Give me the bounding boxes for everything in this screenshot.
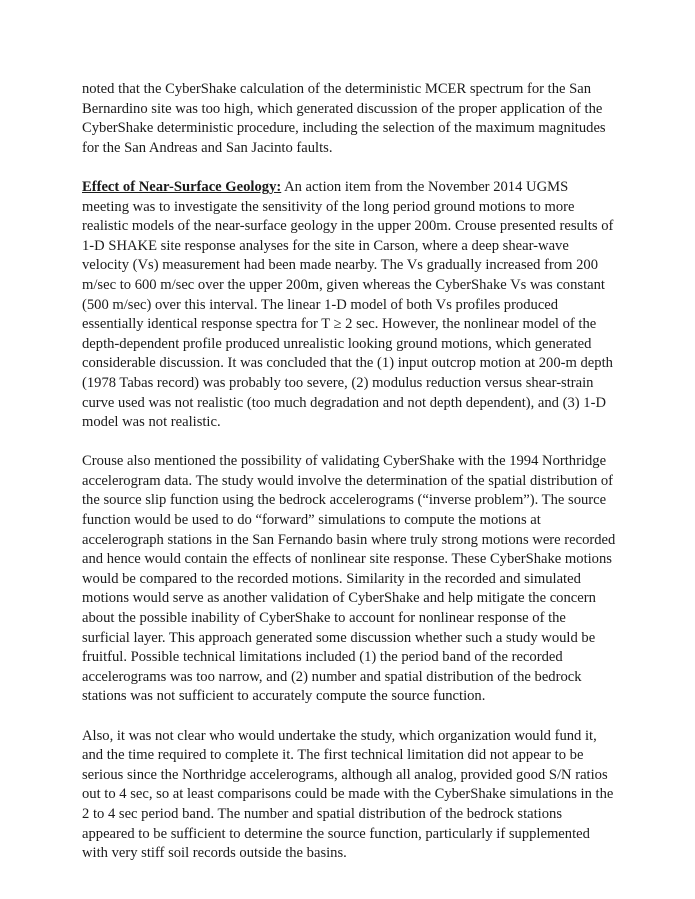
paragraph-text: Crouse also mentioned the possibility of validating CyberShake with the 1994 Northridge accelerogram data. The study would involve the determination of the spatial distribution of the source slip function using the bedrock accelerograms (“inverse problem”). The source function would be used to do “forward” simulations to compute the motions at accelerograph stations in the San Fernando basin where truly strong motions were recorded and hence would contain the effects of nonlinear site response. These CyberShake motions would be compared to the recorded motions. Similarity in the recorded and simulated motions would serve as another validation of CyberShake and help mitigate the concern about the possible inability of CyberShake to account for nonlinear response of the surficial layer. This approach generated some discussion whether such a study would be fruitful. Possible technical limitations included (1) the period band of the recorded accelerograms was too narrow, and (2) number and spatial distribution of the bedrock stations was not sufficient to accurately compute the source function. xyxy=(82,453,616,705)
paragraph-mcer-discussion xyxy=(82,80,617,158)
paragraph-northridge-validation xyxy=(82,452,617,707)
document-page xyxy=(82,80,617,883)
section-heading-near-surface-geology: Effect of Near-Surface Geology: xyxy=(82,178,282,195)
paragraph-study-limitations xyxy=(82,727,617,864)
paragraph-text: Also, it was not clear who would undertake the study, which organization would fund it, and the time required to complete it. The first technical limitation did not appear to be serious since the Northridge accelerograms, although all analog, provided good S/N ratios out to 4 sec, so at least comparisons could be made with the CyberShake simulations in the 2 to 4 sec period band. The number and spatial distribution of the bedrock stations appeared to be sufficient to determine the source function, particularly if supplemented with very stiff soil records outside the basins. xyxy=(82,727,614,862)
paragraph-text: An action item from the November 2014 UGMS meeting was to investigate the sensitivity of the long period ground motions to more realistic models of the near-surface geology in the upper 200m. Crouse presented results of 1-D SHAKE site response analyses for the site in Carson, where a deep shear-wave velocity (Vs) measurement had been made nearby. The Vs gradually increased from 200 m/sec to 600 m/sec over the upper 200m, given whereas the CyberShake Vs was constant (500 m/sec) over this interval. The linear 1-D model of both Vs profiles produced essentially identical response spectra for T ≥ 2 sec. However, the nonlinear model of the depth-dependent profile produced unrealistic looking ground motions, which generated considerable discussion. It was concluded that the (1) input outcrop motion at 200-m depth (1978 Tabas record) was probably too severe, (2) modulus reduction versus shear-strain curve used was not realistic (too much degradation and not depth dependent), and (3) 1-D model was not realistic. xyxy=(82,178,614,431)
paragraph-text: noted that the CyberShake calculation of the deterministic MCER spectrum for the San Bernardino site was too high, which generated discussion of the proper application of the CyberShake deterministic procedure, including the selection of the maximum magnitudes for the San Andreas and San Jacinto faults. xyxy=(82,81,606,156)
paragraph-near-surface-geology xyxy=(82,178,617,433)
